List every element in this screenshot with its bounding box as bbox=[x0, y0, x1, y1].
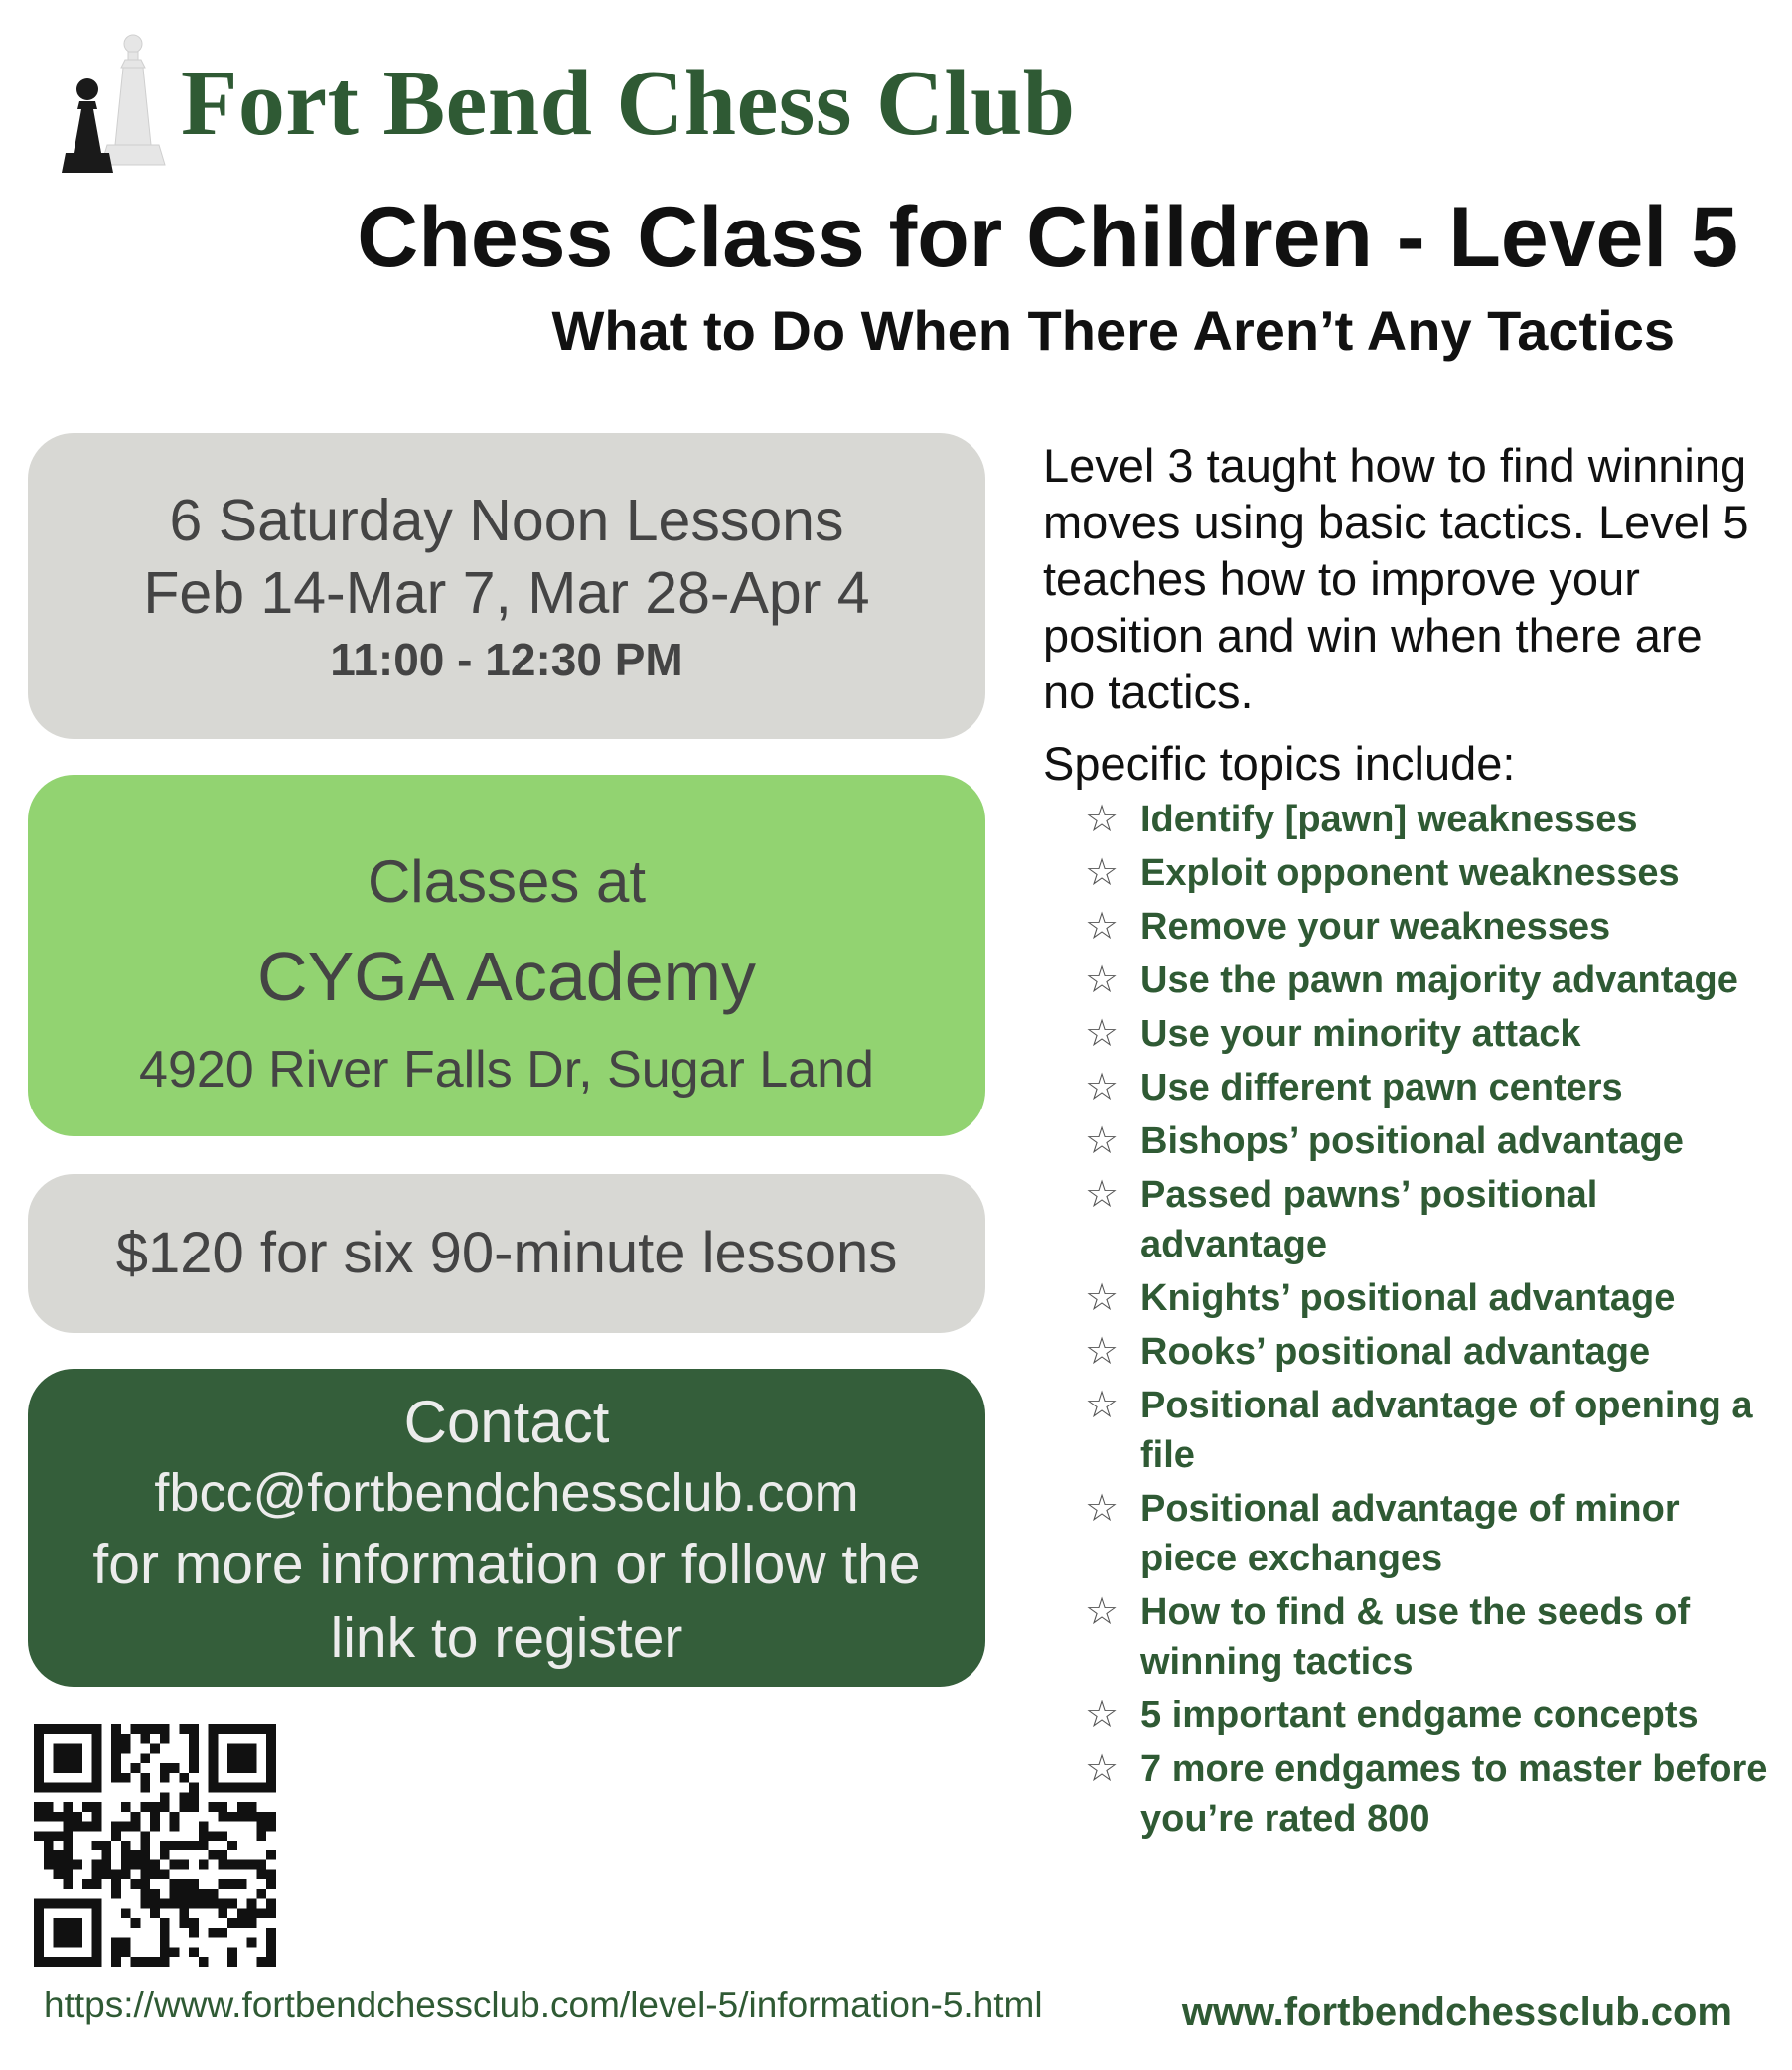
topics-list bbox=[1085, 795, 1780, 1848]
page-subtitle: What to Do When There Aren’t Any Tactics bbox=[551, 299, 1675, 362]
star-icon: ☆ bbox=[1085, 1591, 1120, 1633]
topics-heading: Specific topics include: bbox=[1043, 737, 1516, 790]
topic-text: Use your minority attack bbox=[1140, 1013, 1581, 1055]
location-label: Classes at bbox=[367, 848, 647, 915]
contact-box bbox=[28, 1369, 985, 1687]
page-title: Chess Class for Children - Level 5 bbox=[357, 190, 1738, 285]
topic-text: Exploit opponent weaknesses bbox=[1140, 852, 1680, 894]
schedule-box bbox=[28, 433, 985, 739]
star-icon: ☆ bbox=[1085, 1488, 1120, 1530]
topic-text: Passed pawns’ positional advantage bbox=[1140, 1174, 1598, 1265]
star-icon: ☆ bbox=[1085, 1013, 1120, 1055]
star-icon: ☆ bbox=[1085, 1385, 1120, 1426]
topic-item bbox=[1085, 1063, 1780, 1112]
topic-item bbox=[1085, 1170, 1780, 1269]
register-url-link[interactable]: https://www.fortbendchessclub.com/level-5/information-5.html bbox=[44, 1985, 1043, 2025]
star-icon: ☆ bbox=[1085, 1331, 1120, 1373]
topic-item bbox=[1085, 1587, 1780, 1687]
contact-email-link[interactable]: fbcc@fortbendchessclub.com bbox=[154, 1463, 859, 1523]
topic-item bbox=[1085, 1744, 1780, 1844]
star-icon: ☆ bbox=[1085, 852, 1120, 894]
schedule-lessons: 6 Saturday Noon Lessons bbox=[169, 488, 844, 553]
topic-text: Use different pawn centers bbox=[1140, 1067, 1623, 1109]
topic-text: Rooks’ positional advantage bbox=[1140, 1331, 1651, 1373]
star-icon: ☆ bbox=[1085, 799, 1120, 840]
topic-item bbox=[1085, 795, 1780, 844]
location-box bbox=[28, 775, 985, 1136]
contact-info-line: for more information or follow the bbox=[92, 1533, 921, 1596]
topic-item bbox=[1085, 956, 1780, 1005]
topic-item bbox=[1085, 1009, 1780, 1059]
price-box bbox=[28, 1174, 985, 1333]
topic-text: 5 important endgame concepts bbox=[1140, 1695, 1699, 1736]
contact-heading: Contact bbox=[403, 1389, 610, 1455]
star-icon: ☆ bbox=[1085, 1120, 1120, 1162]
qr-code[interactable] bbox=[34, 1724, 276, 1967]
topic-item bbox=[1085, 1327, 1780, 1377]
star-icon: ☆ bbox=[1085, 1067, 1120, 1109]
location-name: CYGA Academy bbox=[257, 938, 756, 1015]
topic-item bbox=[1085, 1691, 1780, 1740]
topic-item bbox=[1085, 902, 1780, 952]
star-icon: ☆ bbox=[1085, 1277, 1120, 1319]
topic-item bbox=[1085, 1273, 1780, 1323]
star-icon: ☆ bbox=[1085, 906, 1120, 948]
topic-item bbox=[1085, 848, 1780, 898]
schedule-dates: Feb 14-Mar 7, Mar 28-Apr 4 bbox=[143, 560, 870, 626]
price-text: $120 for six 90-minute lessons bbox=[115, 1221, 898, 1285]
contact-register-line: link to register bbox=[330, 1606, 683, 1670]
star-icon: ☆ bbox=[1085, 1174, 1120, 1216]
star-icon: ☆ bbox=[1085, 1695, 1120, 1736]
schedule-time: 11:00 - 12:30 PM bbox=[330, 634, 683, 685]
website-link[interactable]: www.fortbendchessclub.com bbox=[1181, 1991, 1732, 2034]
topic-text: Use the pawn majority advantage bbox=[1140, 960, 1738, 1001]
location-address: 4920 River Falls Dr, Sugar Land bbox=[139, 1041, 874, 1099]
topic-item bbox=[1085, 1116, 1780, 1166]
star-icon: ☆ bbox=[1085, 1748, 1120, 1790]
club-name: Fort Bend Chess Club bbox=[181, 52, 1076, 155]
topic-text: Positional advantage of minor piece exchanges bbox=[1140, 1488, 1680, 1579]
topic-text: Bishops’ positional advantage bbox=[1140, 1120, 1684, 1162]
topic-text: 7 more endgames to master before you’re rated 800 bbox=[1140, 1748, 1768, 1840]
star-icon: ☆ bbox=[1085, 960, 1120, 1001]
intro-text: Level 3 taught how to find winning moves using basic tactics. Level 5 teaches how to improve your position and win when there are no tactics. bbox=[1043, 439, 1749, 718]
topic-text: How to find & use the seeds of winning tactics bbox=[1140, 1591, 1691, 1683]
topic-item bbox=[1085, 1381, 1780, 1480]
topic-text: Remove your weaknesses bbox=[1140, 906, 1611, 948]
topic-item bbox=[1085, 1484, 1780, 1583]
topic-text: Identify [pawn] weaknesses bbox=[1140, 799, 1638, 840]
chess-pawns-logo-icon bbox=[56, 28, 179, 187]
topic-text: Positional advantage of opening a file bbox=[1140, 1385, 1753, 1476]
topic-text: Knights’ positional advantage bbox=[1140, 1277, 1676, 1319]
